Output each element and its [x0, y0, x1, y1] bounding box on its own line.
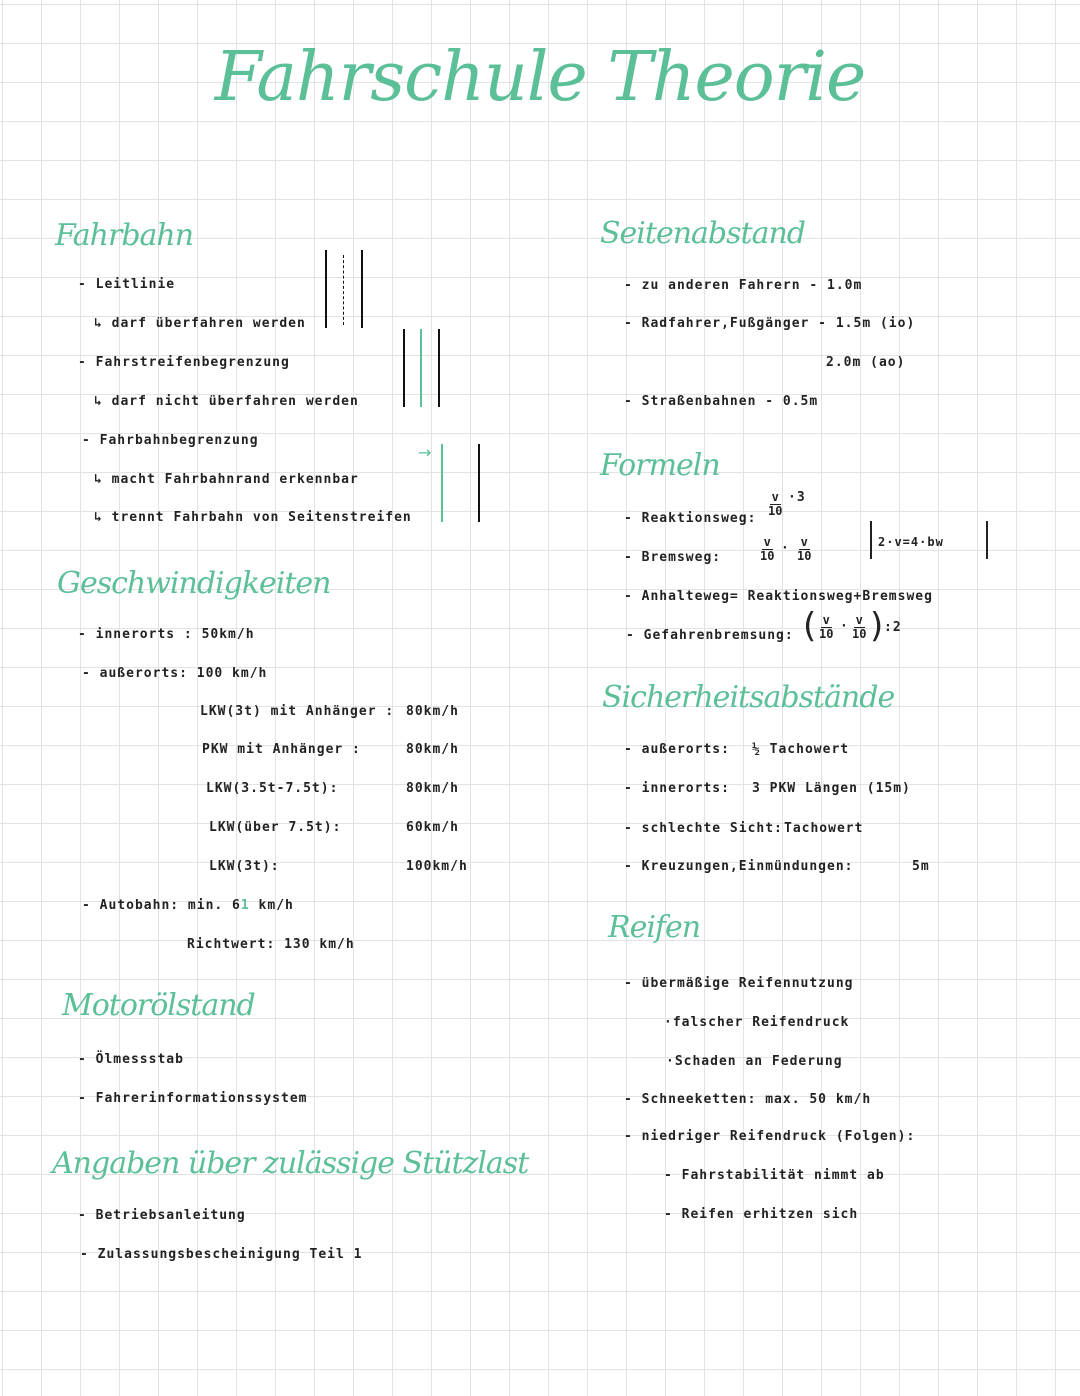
heading-stuetzlast: Angaben über zulässige Stützlast: [52, 1146, 529, 1181]
fahrstreifen-edge-right: [438, 329, 440, 407]
gefahren-paren-open: (: [803, 606, 817, 646]
gefahren-div: :2: [884, 620, 902, 635]
abstand-row-label: - innerorts:: [624, 781, 730, 796]
reifen-item-1: - übermäßige Reifennutzung: [624, 976, 854, 991]
speed-row-label: LKW(über 7.5t):: [209, 820, 342, 835]
reaktionsweg-fraction: $\frac{v}{10}$: [768, 490, 783, 518]
speed-innerorts: - innerorts : 50km/h: [78, 627, 255, 642]
heading-formeln: Formeln: [600, 448, 720, 483]
gefahren-paren-close: ): [870, 606, 884, 646]
speed-row-label: LKW(3t) mit Anhänger :: [200, 704, 395, 719]
fahrstreifen-label: - Fahrstreifenbegrenzung: [78, 355, 290, 370]
bremsweg-dot: ·: [781, 541, 790, 556]
oel-item-2: - Fahrerinformationssystem: [78, 1091, 308, 1106]
abstand-row-value: 5m: [912, 859, 930, 874]
speed-ausserorts: - außerorts: 100 km/h: [82, 666, 268, 681]
formel-bremsweg-label: - Bremsweg:: [624, 550, 722, 565]
heading-reifen: Reifen: [608, 910, 701, 945]
speed-row-value: 80km/h: [406, 704, 459, 719]
speed-row-value: 60km/h: [406, 820, 459, 835]
formel-gefahrenbremsung-label: - Gefahrenbremsung:: [626, 628, 794, 643]
heading-fahrbahn: Fahrbahn: [55, 218, 194, 253]
formel-reaktionsweg-label: - Reaktionsweg:: [624, 511, 757, 526]
leitlinie-dashed-line: [343, 255, 344, 325]
heading-sicherheitsabstaende: Sicherheitsabstände: [602, 680, 895, 715]
abstand-row-value: ½ Tachowert: [752, 742, 850, 757]
leitlinie-note: ↳ darf überfahren werden: [94, 316, 306, 331]
speed-row-label: LKW(3.5t-7.5t):: [206, 781, 339, 796]
seitenabstand-item-3: - Straßenbahnen - 0.5m: [624, 394, 819, 409]
formel-anhalteweg: - Anhalteweg= Reaktionsweg+Bremsweg: [624, 589, 933, 604]
speed-richtwert: Richtwert: 130 km/h: [187, 937, 355, 952]
page-title: Fahrschule Theorie: [214, 38, 866, 117]
abstand-row-label: - schlechte Sicht:: [624, 821, 783, 836]
bremsweg-fraction-2: $\frac{v}{10}$: [797, 535, 812, 563]
speed-row-label: PKW mit Anhänger :: [202, 742, 361, 757]
reifen-item-1a: ·falscher Reifendruck: [664, 1015, 850, 1030]
bremsweg-box-formula: 2·v=4·bw: [878, 535, 944, 549]
heading-seitenabstand: Seitenabstand: [600, 216, 805, 251]
speed-autobahn: - Autobahn: min. 61 km/h: [82, 898, 294, 913]
reifen-item-3b: - Reifen erhitzen sich: [664, 1207, 859, 1222]
bremsweg-fraction-1: $\frac{v}{10}$: [760, 535, 775, 563]
reifen-item-2: - Schneeketten: max. 50 km/h: [624, 1092, 872, 1107]
fahrstreifen-solid-line: [420, 329, 422, 407]
fahrstreifen-note: ↳ darf nicht überfahren werden: [94, 394, 359, 409]
abstand-row-value: Tachowert: [784, 821, 864, 836]
oel-item-1: - Ölmessstab: [78, 1052, 184, 1067]
seitenabstand-item-2b: 2.0m (ao): [826, 355, 906, 370]
reifen-item-3: - niedriger Reifendruck (Folgen):: [624, 1129, 916, 1144]
gefahren-fraction-2: $\frac{v}{10}$: [852, 613, 867, 641]
leitlinie-edge-left: [325, 250, 327, 328]
seitenabstand-item-1: - zu anderen Fahrern - 1.0m: [624, 278, 863, 293]
stuetzlast-item-1: - Betriebsanleitung: [78, 1208, 246, 1223]
reifen-item-3a: - Fahrstabilität nimmt ab: [664, 1168, 885, 1183]
reifen-item-1b: ·Schaden an Federung: [666, 1054, 843, 1069]
abstand-row-label: - Kreuzungen,Einmündungen:: [624, 859, 854, 874]
abstand-row-value: 3 PKW Längen (15m): [752, 781, 911, 796]
fahrbahnbegrenzung-note-1: ↳ macht Fahrbahnrand erkennbar: [94, 472, 359, 487]
speed-row-value: 80km/h: [406, 742, 459, 757]
speed-row-value: 80km/h: [406, 781, 459, 796]
seitenabstand-item-2: - Radfahrer,Fußgänger - 1.5m (io): [624, 316, 916, 331]
heading-geschwindigkeiten: Geschwindigkeiten: [57, 566, 331, 601]
gefahren-dot: ·: [840, 619, 849, 634]
fahrbahnbegrenzung-black-line: [478, 444, 480, 522]
reaktionsweg-factor: ·3: [788, 490, 806, 505]
speed-row-value: 100km/h: [406, 859, 468, 874]
fahrbahnbegrenzung-note-2: ↳ trennt Fahrbahn von Seitenstreifen: [94, 510, 412, 525]
abstand-row-label: - außerorts:: [624, 742, 730, 757]
stuetzlast-item-2: - Zulassungsbescheinigung Teil 1: [80, 1247, 363, 1262]
fahrbahnbegrenzung-green-line: [441, 444, 443, 522]
fahrbahnbegrenzung-label: - Fahrbahnbegrenzung: [82, 433, 259, 448]
leitlinie-label: - Leitlinie: [78, 277, 176, 292]
right-arrow-icon: →: [418, 443, 432, 462]
leitlinie-edge-right: [361, 250, 363, 328]
speed-row-label: LKW(3t):: [209, 859, 280, 874]
heading-motoroelstand: Motorölstand: [62, 988, 255, 1023]
fahrstreifen-edge-left: [403, 329, 405, 407]
gefahren-fraction-1: $\frac{v}{10}$: [819, 613, 834, 641]
